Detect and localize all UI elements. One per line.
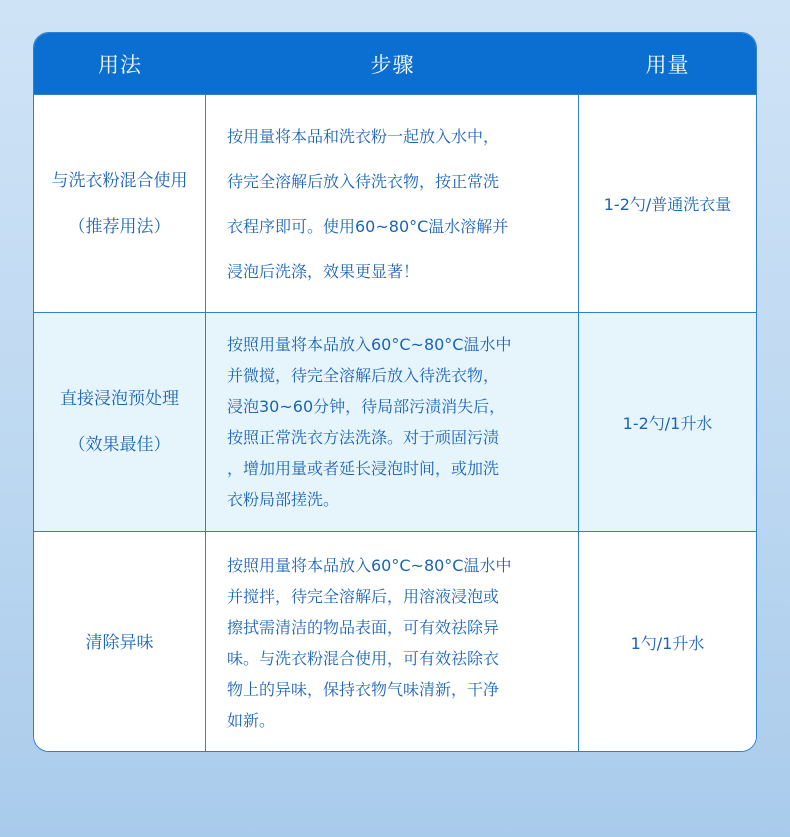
table-row — [34, 531, 756, 752]
usage-table — [33, 32, 757, 752]
table-row — [34, 312, 756, 531]
steps-text: 按用量将本品和洗衣粉一起放入水中， 待完全溶解后放入待洗衣物，按正常洗 衣程序即可。使用60~80°C温水溶解并 浸泡后洗涤，效果更显著！ — [227, 126, 509, 281]
method-cell — [34, 95, 206, 312]
dosage-cell: 1-2勺/1升水 — [622, 413, 713, 433]
steps-text: 按照用量将本品放入60°C~80°C温水中 并微搅，待完全溶解后放入待洗衣物， 浸泡30~60分钟，待局部污渍消失后， 按照正常洗衣方法洗涤。对于顽固污渍 ，增加用量或者延长浸泡时间，或加洗 衣粉局部搓洗。 — [227, 335, 512, 509]
dosage-cell: 1勺/1升水 — [630, 634, 705, 653]
method-name: 清除异味 — [85, 632, 154, 653]
header-steps: 步骤 — [370, 52, 415, 77]
header-dosage: 用量 — [645, 52, 690, 77]
method-name: 直接浸泡预处理 — [60, 389, 179, 409]
header-usage: 用法 — [98, 52, 142, 77]
method-note: （推荐用法） — [68, 216, 171, 237]
method-note: （效果最佳） — [68, 435, 171, 455]
table-row — [34, 94, 756, 312]
method-cell — [34, 313, 206, 531]
steps-cell — [206, 532, 579, 752]
steps-cell — [206, 95, 579, 312]
steps-text: 按照用量将本品放入60°C~80°C温水中 并搅拌，待完全溶解后，用溶液浸泡或 擦拭需清洁的物品表面，可有效祛除异 味。与洗衣粉混合使用，可有效祛除衣 物上的异味，保持衣物气味清新，干净 如新。 — [227, 555, 512, 730]
method-name: 与洗衣粉混合使用 — [51, 170, 188, 191]
steps-cell — [206, 313, 579, 531]
dosage-cell: 1-2勺/普通洗衣量 — [603, 195, 732, 214]
method-cell — [34, 532, 206, 752]
table-header — [34, 33, 756, 94]
